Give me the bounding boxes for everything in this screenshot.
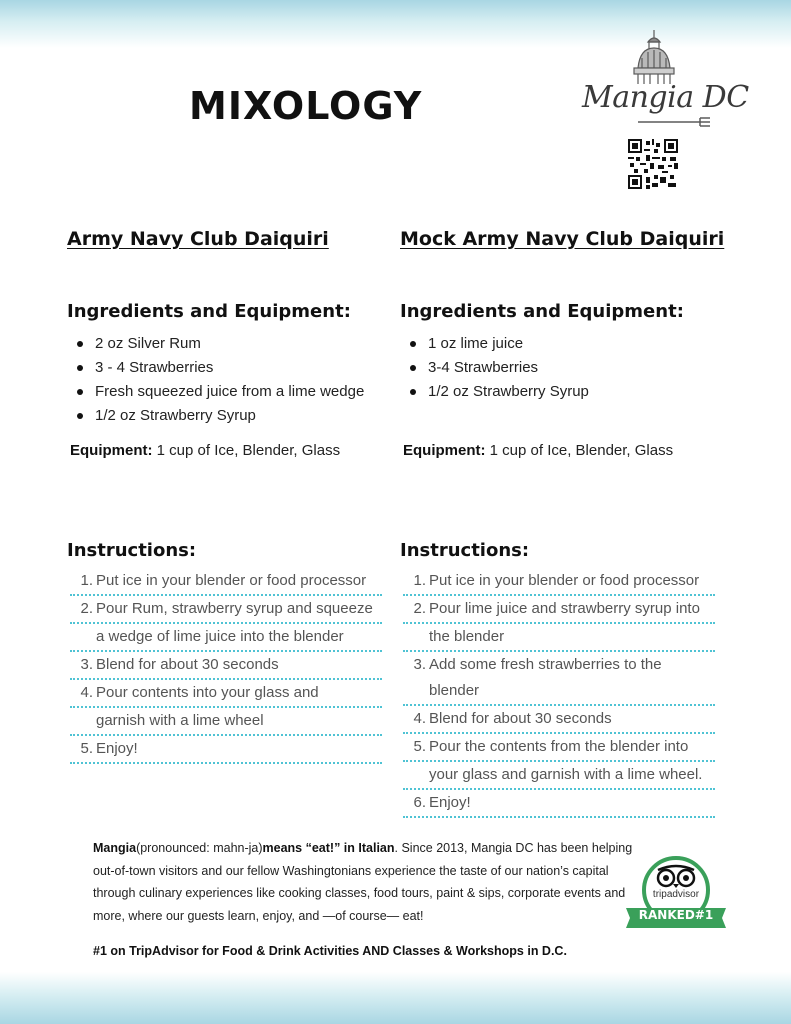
ingredient-text: 1 oz lime juice: [428, 335, 524, 352]
step-number: 1.: [413, 572, 426, 589]
step-number: 5.: [80, 740, 93, 757]
instruction-line: [70, 568, 382, 596]
pronunciation: (pronounced: mahn-ja): [136, 841, 263, 855]
equipment-value: 1 cup of Ice, Blender, Glass: [485, 442, 674, 459]
mangia-dc-logo: [578, 28, 749, 132]
step-text: Enjoy!: [429, 794, 471, 811]
ingredients-heading: Ingredients and Equipment:: [400, 301, 684, 322]
ranked-label: RANKED#1: [638, 908, 714, 922]
ingredient-text: 1/2 oz Strawberry Syrup: [95, 407, 256, 424]
qr-code-icon[interactable]: [628, 139, 678, 189]
ingredient-item: [77, 334, 364, 358]
step-number: 4.: [413, 710, 426, 727]
instruction-line: [70, 736, 382, 764]
step-text: Blend for about 30 seconds: [429, 710, 612, 727]
instructions-heading: Instructions:: [67, 540, 197, 561]
step-number: 2.: [413, 600, 426, 617]
meaning-text: means “eat!” in Italian: [262, 841, 395, 855]
step-number: 6.: [413, 794, 426, 811]
ingredients-list: [77, 334, 364, 430]
ingredient-text: 3 - 4 Strawberries: [95, 359, 214, 376]
step-number: 3.: [80, 656, 93, 673]
step-text: Pour Rum, strawberry syrup and squeeze: [96, 600, 373, 617]
bullet-icon: [77, 389, 83, 395]
ingredient-item: [77, 358, 364, 382]
step-text: Pour the contents from the blender into: [429, 738, 689, 755]
step-text: a wedge of lime juice into the blender: [96, 628, 344, 645]
ingredient-item: [410, 382, 589, 406]
instructions-list: [403, 568, 715, 818]
step-number: 5.: [413, 738, 426, 755]
instruction-line: [403, 706, 715, 734]
step-number: 4.: [80, 684, 93, 701]
ingredient-text: 3-4 Strawberries: [428, 359, 539, 376]
bullet-icon: [410, 341, 416, 347]
instruction-line: [70, 708, 382, 736]
tripadvisor-brand: tripadvisor: [652, 889, 700, 900]
step-number: 2.: [80, 600, 93, 617]
equipment-value: 1 cup of Ice, Blender, Glass: [152, 442, 341, 459]
ingredient-item: [410, 334, 589, 358]
step-text: garnish with a lime wheel: [96, 712, 264, 729]
step-text: your glass and garnish with a lime wheel.: [429, 766, 703, 783]
bullet-icon: [77, 341, 83, 347]
instruction-line: [403, 762, 715, 790]
step-text: Blend for about 30 seconds: [96, 656, 279, 673]
ingredients-list: [410, 334, 589, 406]
page-title: MIXOLOGY: [189, 84, 423, 128]
instruction-line: [403, 734, 715, 762]
instruction-line: [70, 680, 382, 708]
equipment-line: [403, 442, 673, 459]
instruction-line: [403, 624, 715, 652]
step-text: Pour contents into your glass and: [96, 684, 319, 701]
bullet-icon: [77, 365, 83, 371]
ingredient-text: 1/2 oz Strawberry Syrup: [428, 383, 589, 400]
step-number: 3.: [413, 656, 426, 673]
instruction-line: [403, 568, 715, 596]
step-number: [70, 624, 96, 650]
step-text: Add some fresh strawberries to the blender: [429, 656, 662, 699]
bullet-icon: [410, 365, 416, 371]
recipe-title: Mock Army Navy Club Daiquiri: [400, 228, 725, 250]
step-number: [403, 762, 429, 788]
about-body: . Since 2013, Mangia DC has been helping out-of-town visitors and our fellow Washingtonians experience the taste of our nation’s capital through culinary experiences like cooking classes, food tours, paint & sips, corporate events and more, where our guests learn, enjoy, and —of course— eat!: [93, 841, 633, 923]
instruction-line: [403, 790, 715, 818]
equipment-label: Equipment:: [70, 442, 153, 459]
step-text: Pour lime juice and strawberry syrup into: [429, 600, 700, 617]
ingredient-text: 2 oz Silver Rum: [95, 335, 201, 352]
step-number: [70, 708, 96, 734]
step-text: Enjoy!: [96, 740, 138, 757]
about-paragraph: [93, 837, 638, 927]
bullet-icon: [410, 389, 416, 395]
bullet-icon: [77, 413, 83, 419]
step-text: Put ice in your blender or food processor: [429, 572, 700, 589]
logo-text: Mangia DC: [582, 80, 749, 115]
instruction-line: [403, 596, 715, 624]
step-number: [403, 624, 429, 650]
equipment-label: Equipment:: [403, 442, 486, 459]
instructions-heading: Instructions:: [400, 540, 530, 561]
tripadvisor-badge: [624, 856, 728, 938]
step-text: the blender: [429, 628, 505, 645]
ingredient-item: [410, 358, 589, 382]
ingredients-heading: Ingredients and Equipment:: [67, 301, 351, 322]
recipe-title: Army Navy Club Daiquiri: [67, 228, 329, 250]
bottom-gradient-band: [0, 972, 791, 1024]
instruction-line: [403, 652, 715, 706]
ingredient-item: [77, 406, 364, 430]
instructions-list: [70, 568, 382, 764]
instruction-line: [70, 624, 382, 652]
step-text: Put ice in your blender or food processor: [96, 572, 367, 589]
equipment-line: [70, 442, 340, 459]
ingredient-item: [77, 382, 364, 406]
step-number: 1.: [80, 572, 93, 589]
brand-name: Mangia: [93, 841, 137, 855]
ingredient-text: Fresh squeezed juice from a lime wedge: [95, 383, 365, 400]
instruction-line: [70, 652, 382, 680]
instruction-line: [70, 596, 382, 624]
tripadvisor-tagline: #1 on TripAdvisor for Food & Drink Activities AND Classes & Workshops in D.C.: [93, 944, 567, 958]
